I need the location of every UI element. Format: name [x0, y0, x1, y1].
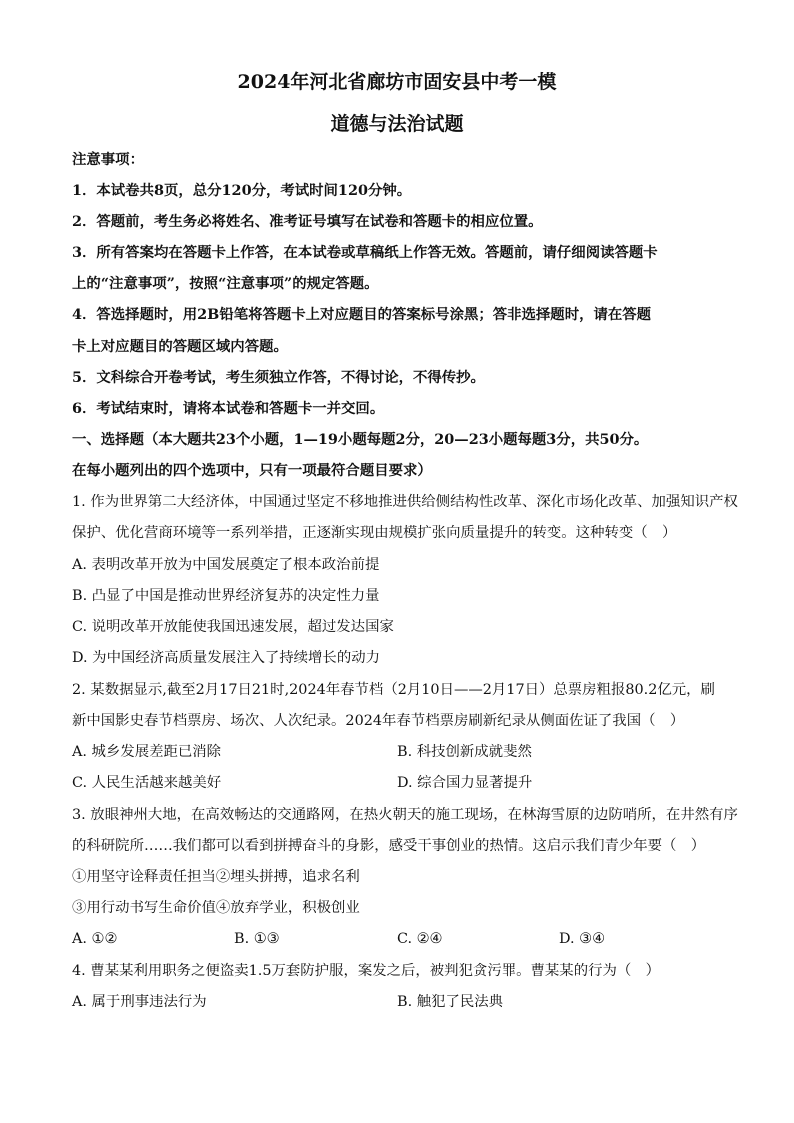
q2-options-row1	[72, 742, 724, 762]
q4-stem: 4. 曹某某利用职务之便盗卖1.5万套防护服，案发之后，被判犯贪污罪。曹某某的行为（ ）	[72, 963, 661, 979]
notice-item: 1．本试卷共8页，总分120分，考试时间120分钟。	[72, 182, 412, 199]
q1-stem-cont: 保护、优化营商环境等一系列举措，正逐渐实现由规模扩张向质量提升的转变。这种转变（ ）	[72, 525, 677, 541]
notice-item: 6．考试结束时，请将本试卷和答题卡一并交回。	[72, 400, 385, 417]
q4-option-a: A. 属于刑事违法行为	[72, 994, 207, 1010]
notice-heading: 注意事项：	[72, 151, 144, 168]
notice-item: 上的“注意事项”，按照“注意事项”的规定答题。	[72, 275, 379, 292]
q3-option-d: D. ③④	[559, 931, 605, 947]
section-heading: 一、选择题（本大题共23个小题，1—19小题每题2分，20—23小题每题3分，共50分。	[72, 431, 649, 448]
notice-item: 2．答题前，考生务必将姓名、准考证号填写在试卷和答题卡的相应位置。	[72, 213, 543, 230]
q2-stem: 2. 某数据显示,截至2月17日21时,2024年春节档（2月10日——2月17日）总票房粗报80.2亿元，刷	[72, 682, 715, 698]
section-heading-cont: 在每小题列出的四个选项中，只有一项最符合题目要求）	[72, 462, 432, 479]
q2-option-b: B. 科技创新成就斐然	[397, 744, 532, 760]
q1-option-d: D. 为中国经济高质量发展注入了持续增长的动力	[72, 650, 380, 666]
q2-stem-cont: 新中国影史春节档票房、场次、人次纪录。2024年春节档票房刷新纪录从侧面佐证了我国（ ）	[72, 713, 685, 729]
exam-title: 2024年河北省廊坊市固安县中考一模	[237, 71, 557, 93]
q2-option-d: D. 综合国力显著提升	[397, 775, 533, 791]
q3-stem-cont: 的科研院所……我们都可以看到拼搏奋斗的身影，感受干事创业的热情。这启示我们青少年要（ ）	[72, 838, 706, 854]
q2-option-a: A. 城乡发展差距已消除	[72, 744, 222, 760]
q3-option-a: A. ①②	[72, 931, 118, 947]
q3-stem: 3. 放眼神州大地，在高效畅达的交通路网，在热火朝天的施工现场，在林海雪原的边防哨所，在井然有序	[72, 807, 738, 823]
q1-option-a: A. 表明改革开放为中国发展奠定了根本政治前提	[72, 557, 380, 573]
q2-options-row2	[72, 773, 724, 793]
q4-options-row1	[72, 992, 724, 1012]
notice-item: 3．所有答案均在答题卡上作答，在本试卷或草稿纸上作答无效。答题前，请仔细阅读答题卡	[72, 244, 658, 261]
q1-option-b: B. 凸显了中国是推动世界经济复苏的决定性力量	[72, 588, 380, 604]
q1-option-c: C. 说明改革开放能使我国迅速发展，超过发达国家	[72, 619, 394, 635]
q3-statements-2: ③用行动书写生命价值④放弃学业，积极创业	[72, 900, 360, 916]
exam-subtitle: 道德与法治试题	[330, 113, 464, 135]
q4-option-b: B. 触犯了民法典	[397, 994, 504, 1010]
notice-item: 卡上对应题目的答题区域内答题。	[72, 338, 288, 355]
q3-option-b: B. ①③	[234, 931, 280, 947]
q2-option-c: C. 人民生活越来越美好	[72, 775, 222, 791]
notice-item: 5．文科综合开卷考试，考生须独立作答，不得讨论，不得传抄。	[72, 369, 485, 386]
notice-item: 4．答选择题时，用2B铅笔将答题卡上对应题目的答案标号涂黑；答非选择题时，请在答题	[72, 306, 652, 323]
q1-stem: 1. 作为世界第二大经济体，中国通过坚定不移地推进供给侧结构性改革、深化市场化改革、加强知识产权	[72, 494, 738, 510]
q3-statements-1: ①用坚守诠释责任担当②埋头拼搏，追求名利	[72, 869, 360, 885]
q3-option-c: C. ②④	[397, 931, 443, 947]
